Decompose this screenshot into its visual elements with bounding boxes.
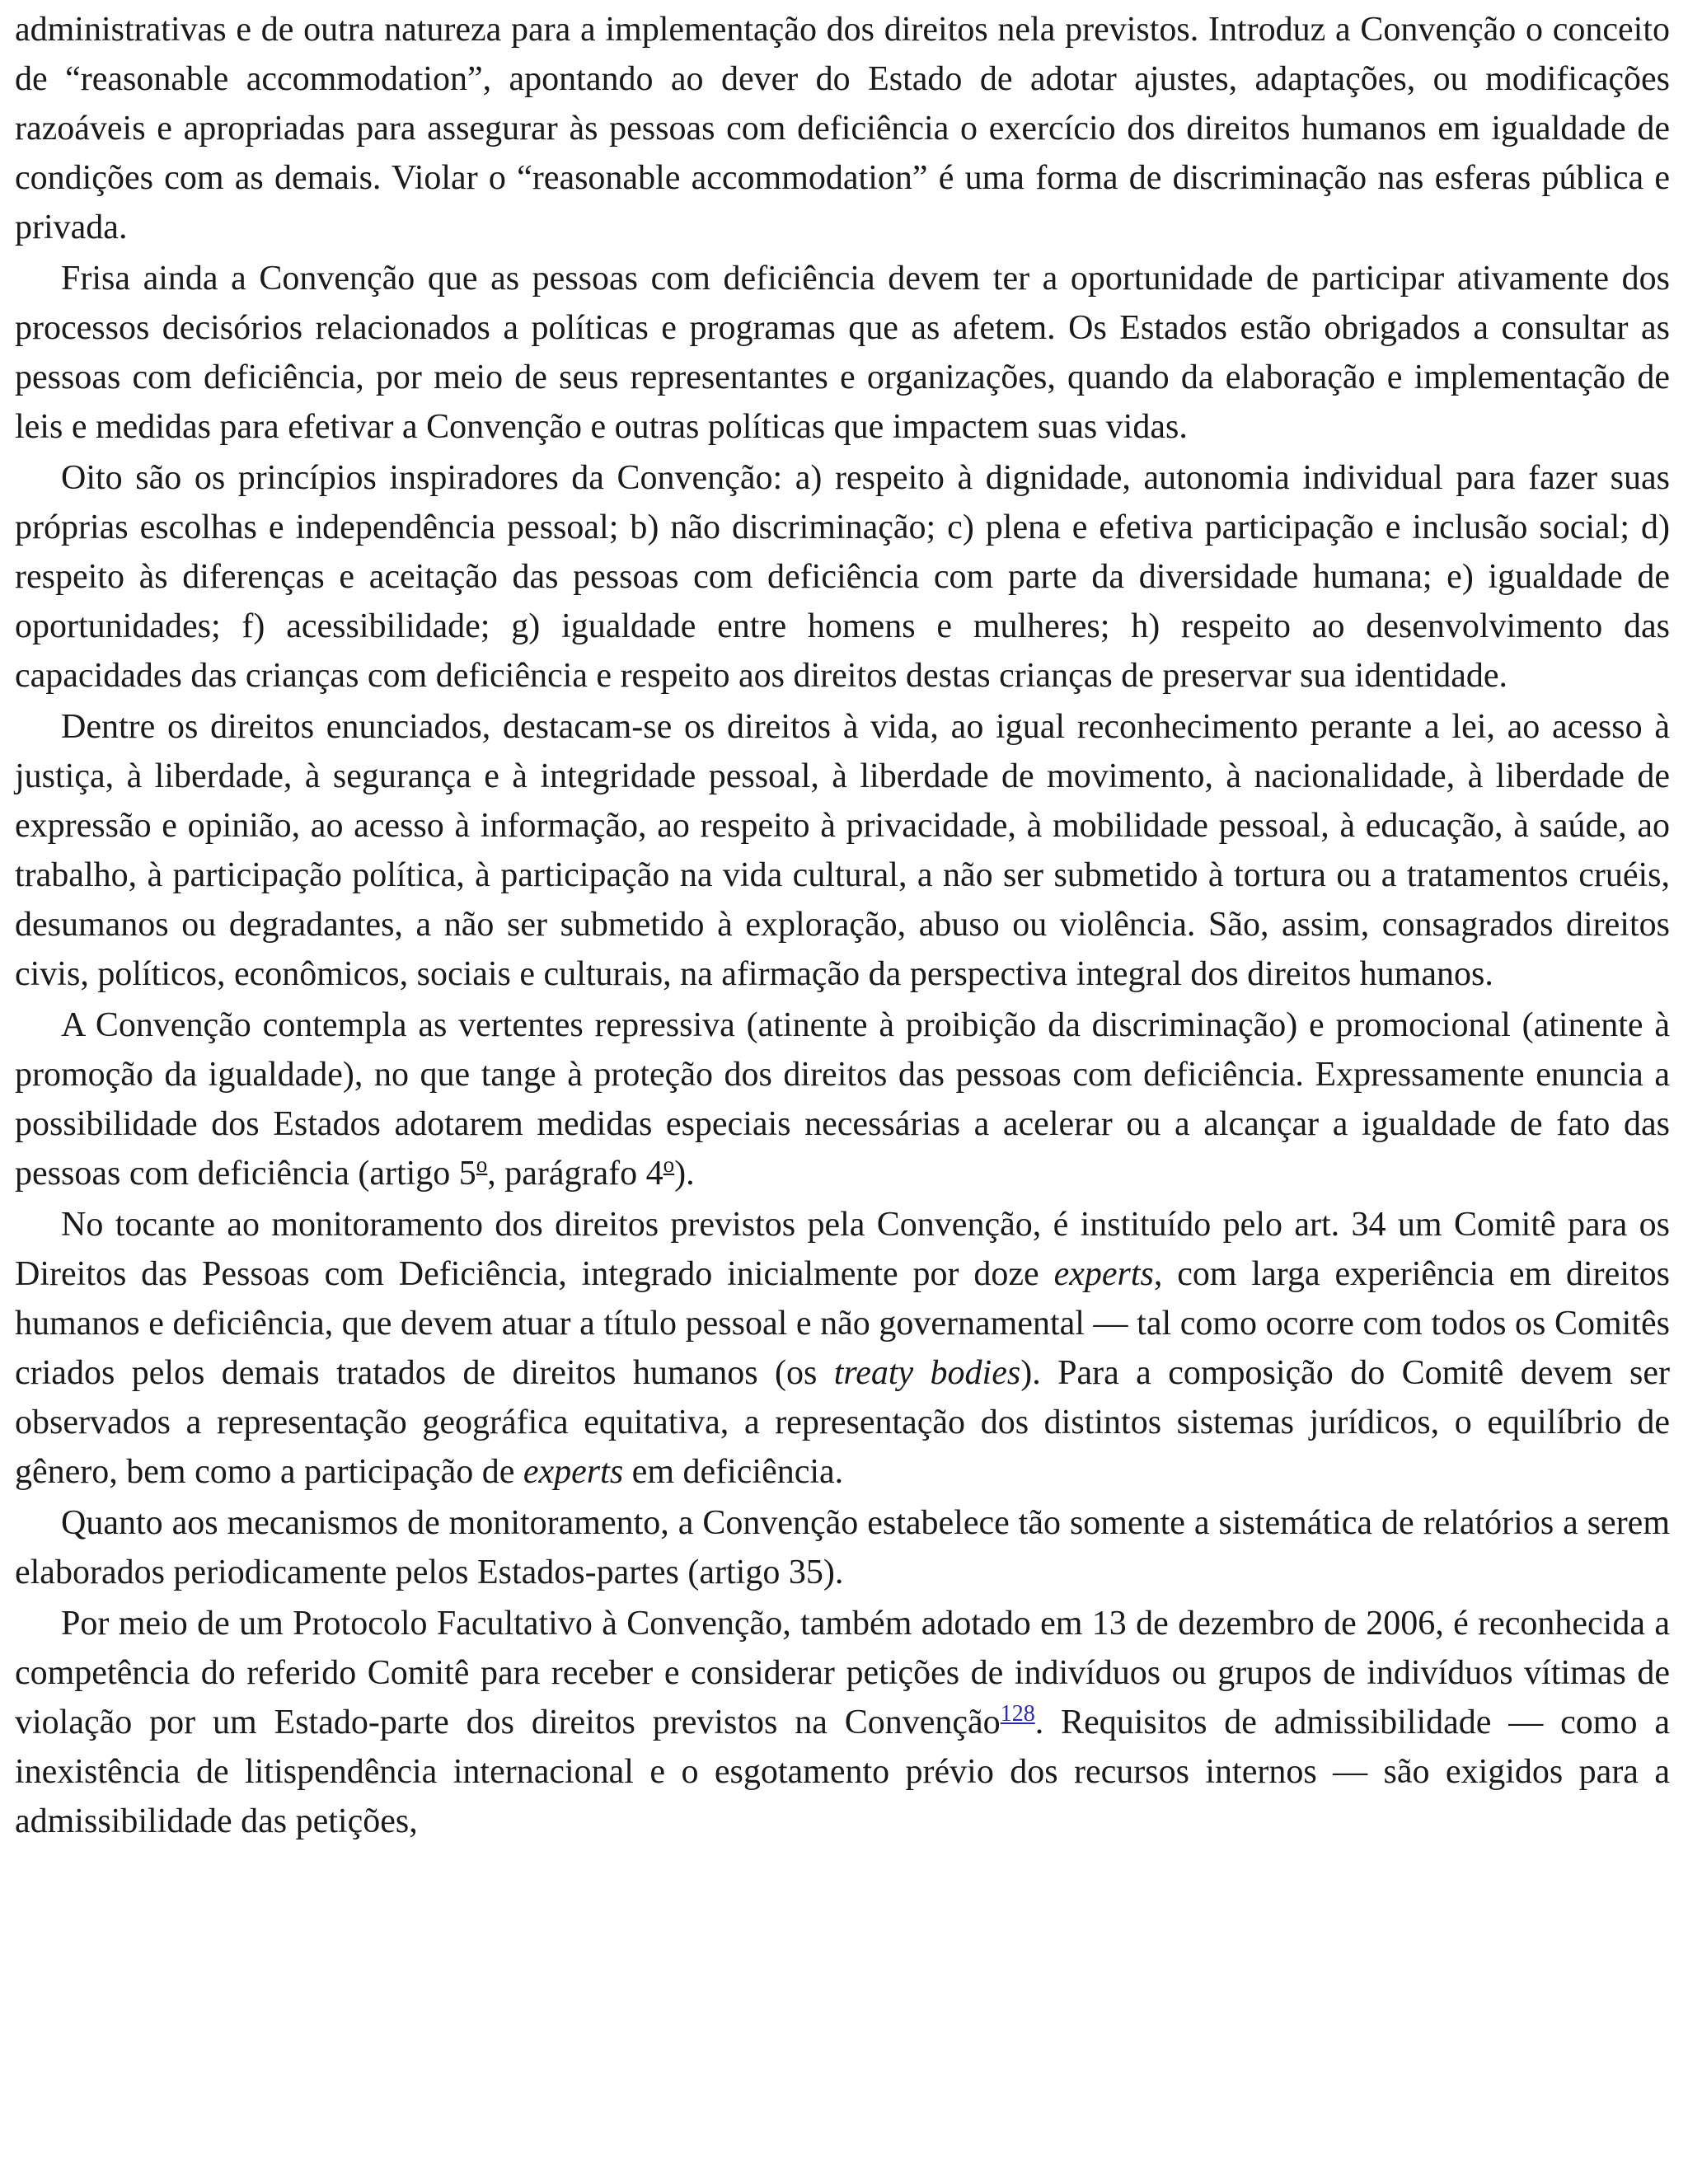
ordinal-indicator: o — [663, 1152, 675, 1177]
paragraph-8-text-a: Por meio de um Protocolo Facultativo à Convenção, também adotado em 13 de dezembro de 2006, é reconhecida a competência do referido Comitê para receber e considerar petições de indivíduos ou grupos de indivíduos vítimas de violação por um Estado-parte dos direitos previstos na Convenção — [15, 1605, 1670, 1741]
paragraph-2: Frisa ainda a Convenção que as pessoas com deficiência devem ter a oportunidade de participar ativamente dos processos decisórios relacionados a políticas e programas que as afetem. Os Estados estão obrigados a consultar as pessoas com deficiência, por meio de seus representantes e organizações, quando da elaboração e implementação de leis e medidas para efetivar a Convenção e outras políticas que impactem suas vidas. — [15, 260, 1670, 446]
paragraph-6 — [15, 1200, 1670, 1497]
paragraph-3: Oito são os princípios inspiradores da Convenção: a) respeito à dignidade, autonomia individual para fazer suas próprias escolhas e independência pessoal; b) não discriminação; c) plena e efetiva participação e inclusão social; d) respeito às diferenças e aceitação das pessoas com deficiência com parte da diversidade humana; e) igualdade de oportunidades; f) acessibilidade; g) igualdade entre homens e mulheres; h) respeito ao desenvolvimento das capacidades das crianças com deficiência e respeito aos direitos destas crianças de preservar sua identidade. — [15, 459, 1670, 695]
paragraph-6-text-a: No tocante ao monitoramento dos direitos previstos pela Convenção, é instituído pelo art. 34 um Comitê para os Direitos das Pessoas com Deficiência, integrado inicialmente por doze — [15, 1206, 1670, 1293]
paragraph-5 — [15, 1001, 1670, 1198]
paragraph-8-text-b: . Requisitos de admissibilidade — como a inexistência de litispendência internacional e o esgotamento prévio dos recursos internos — são exigidos para a admissibilidade das petições, — [15, 1704, 1670, 1840]
italic-term: treaty bodies — [833, 1354, 1021, 1392]
paragraph-6-text-b: , com larga experiência em direitos humanos e deficiência, que devem atuar a título pessoal e não governamental — tal como ocorre com todos os Comitês criados pelos demais tratados de direitos humanos (os — [15, 1255, 1670, 1392]
ordinal-indicator: o — [476, 1152, 488, 1177]
paragraph-7: Quanto aos mecanismos de monitoramento, a Convenção estabelece tão somente a sistemática de relatórios a serem elaborados periodicamente pelos Estados-partes (artigo 35). — [15, 1504, 1670, 1591]
paragraph-1: administrativas e de outra natureza para a implementação dos direitos nela previstos. Introduz a Convenção o conceito de “reasonable accommodation”, apontando ao dever do Estado de adotar ajustes, adaptações, ou modificações razoáveis e apropriadas para assegurar às pessoas com deficiência o exercício dos direitos humanos em igualdade de condições com as demais. Violar o “reasonable accommodation” é uma forma de discriminação nas esferas pública e privada. — [15, 11, 1670, 246]
italic-term: experts — [523, 1453, 624, 1491]
paragraph-6-text-d: em deficiência. — [623, 1453, 844, 1491]
paragraph-8 — [15, 1599, 1670, 1846]
paragraph-5-text-c: ). — [674, 1155, 695, 1193]
italic-term: experts — [1053, 1255, 1154, 1293]
paragraph-5-text-b: , parágrafo 4 — [487, 1155, 663, 1193]
document-page — [15, 5, 1670, 1846]
paragraph-6-text-c: ). Para a composição do Comitê devem ser observados a representação geográfica equitativa, a representação dos distintos sistemas jurídicos, o equilíbrio de gênero, bem como a participação de — [15, 1354, 1671, 1491]
footnote-link[interactable]: 128 — [1000, 1701, 1035, 1727]
paragraph-5-text-a: A Convenção contempla as vertentes repressiva (atinente à proibição da discriminação) e promocional (atinente à promoção da igualdade), no que tange à proteção dos direitos das pessoas com deficiência. Expressamente enuncia a possibilidade dos Estados adotarem medidas especiais necessárias a acelerar ou a alcançar a igualdade de fato das pessoas com deficiência (artigo 5 — [15, 1006, 1670, 1193]
paragraph-4: Dentre os direitos enunciados, destacam-se os direitos à vida, ao igual reconhecimento perante a lei, ao acesso à justiça, à liberdade, à segurança e à integridade pessoal, à liberdade de movimento, à nacionalidade, à liberdade de expressão e opinião, ao acesso à informação, ao respeito à privacidade, à mobilidade pessoal, à educação, à saúde, ao trabalho, à participação política, à participação na vida cultural, a não ser submetido à tortura ou a tratamentos cruéis, desumanos ou degradantes, a não ser submetido à exploração, abuso ou violência. São, assim, consagrados direitos civis, políticos, econômicos, sociais e culturais, na afirmação da perspectiva integral dos direitos humanos. — [15, 708, 1670, 993]
